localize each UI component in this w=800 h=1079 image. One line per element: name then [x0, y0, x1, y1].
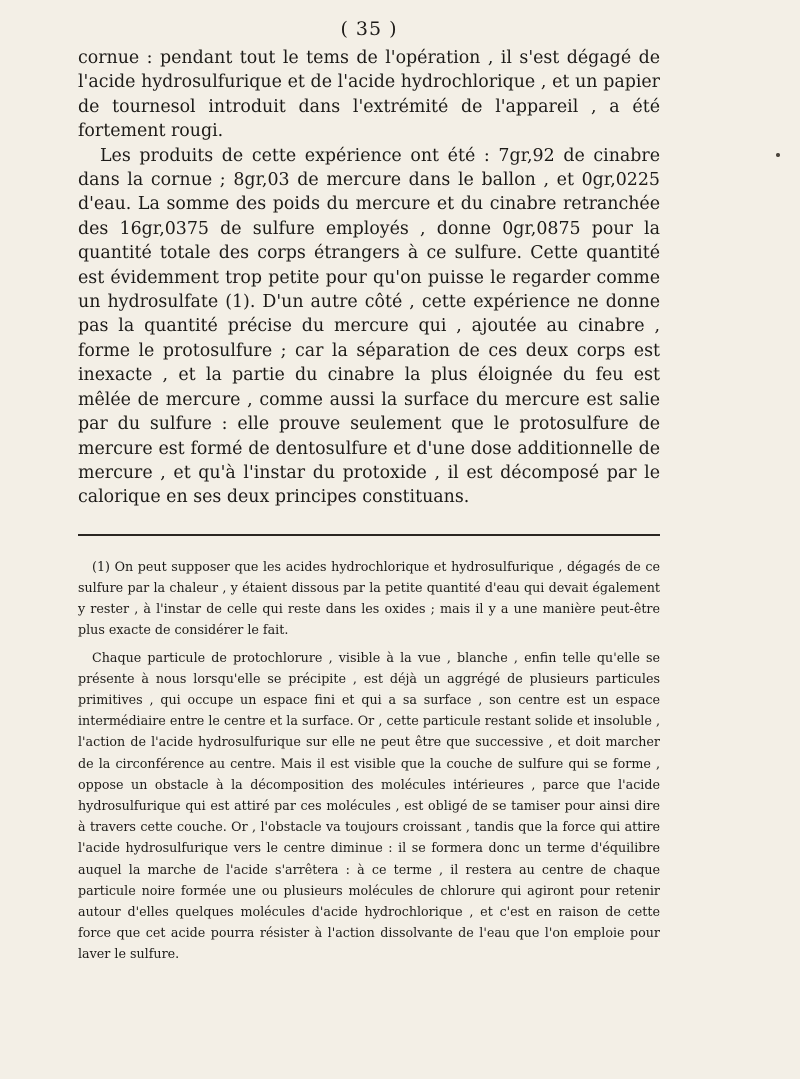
- footnotes: [78, 556, 660, 965]
- main-text: [78, 46, 660, 510]
- footnote-1: (1) On peut supposer que les acides hydrochlorique et hydrosulfurique , dégagés de ce sulfure par la chaleur , y étaient dissous par la petite quantité d'eau qui devait également y rester , à l'instar de celle qui reste dans les oxides ; mais il y a une manière peut-être plus exacte de considérer le fait.: [78, 558, 660, 638]
- paragraph-experiment-products: Les produits de cette expérience ont été : 7gr,92 de cinabre dans la cornue ; 8gr,03 de mercure dans le ballon , et 0gr,0225 d'eau. La somme des poids du mercure et du cinabre retranchée des 16gr,0375 de sulfure employés , donne 0gr,0875 pour la quantité totale des corps étrangers à ce sulfure. Cette quantité est évidemment trop petite pour qu'on puisse le regarder comme un hydrosulfate (1). D'un autre côté , cette expérience ne donne pas la quantité précise du mercure qui , ajoutée au cinabre , forme le protosulfure ; car la séparation de ces deux corps est inexacte , et la partie du cinabre la plus éloignée du feu est mêlée de mercure , comme aussi la surface du mercure est salie par du sulfure : elle prouve seulement que le protosulfure de mercure est formé de dentosulfure et d'une dose additionnelle de mercure , et qu'à l'instar du protoxide , il est décomposé par le calorique en ses deux principes constituans.: [78, 145, 660, 508]
- footnote-separator: [78, 534, 660, 536]
- paper-speck: [776, 153, 780, 157]
- page-number: ( 35 ): [340, 18, 398, 40]
- footnote-continuation: Chaque particule de protochlorure , visible à la vue , blanche , enfin telle qu'elle se présente à nous lorsqu'elle se précipite , est déjà un aggrégé de plusieurs particules primitives , qui occupe un espace fini et qui a sa surface , son centre est un espace intermédiaire entre le centre et la surface. Or , cette particule restant solide et insoluble , l'action de l'acide hydrosulfurique sur elle ne peut être que successive , et doit marcher de la circonférence au centre. Mais il est visible que la couche de sulfure qui se forme , oppose un obstacle à la décomposition des molécules intérieures , parce que l'acide hydrosulfurique qui est attiré par ces molécules , est obligé de se tamiser pour ainsi dire à travers cette couche. Or , l'obstacle va toujours croissant , tandis que la force qui attire l'acide hydrosulfurique vers le centre diminue : il se formera donc un terme d'équilibre auquel la marche de l'acide s'arrêtera : à ce terme , il restera au centre de chaque particule noire formée une ou plusieurs molécules de chlorure qui agiront pour retenir autour d'elles quelques molécules d'acide hydrochlorique , et c'est en raison de cette force que cet acide pourra résister à l'action dissolvante de l'eau que l'on emploie pour laver le sulfure.: [78, 649, 660, 962]
- paragraph-continuation: cornue : pendant tout le tems de l'opération , il s'est dégagé de l'acide hydrosulfurique et de l'acide hydrochlorique , et un papier de tournesol introduit dans l'extrémité de l'appareil , a été fortement rougi.: [78, 48, 660, 142]
